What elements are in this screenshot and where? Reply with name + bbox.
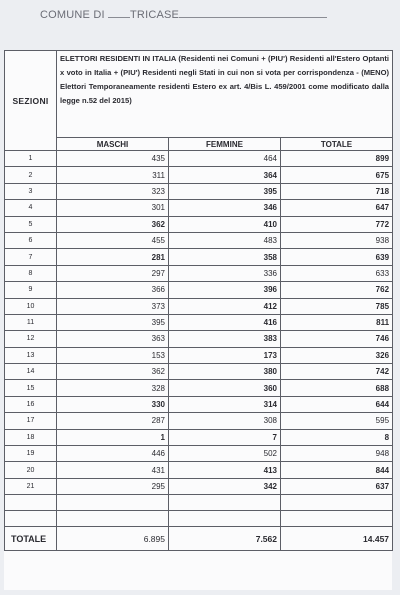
totale-value: 938 bbox=[281, 232, 393, 248]
femmine-value: 358 bbox=[169, 249, 281, 265]
femmine-value: 413 bbox=[169, 462, 281, 478]
totale-value: 639 bbox=[281, 249, 393, 265]
table-row bbox=[5, 265, 393, 281]
table-row bbox=[5, 462, 393, 478]
totale-value: 688 bbox=[281, 380, 393, 396]
totale-value: 647 bbox=[281, 200, 393, 216]
sezione-number: 11 bbox=[5, 314, 57, 330]
totals-label: TOTALE bbox=[5, 527, 57, 551]
table-row bbox=[5, 331, 393, 347]
sezione-number: 16 bbox=[5, 396, 57, 412]
femmine-value: 395 bbox=[169, 183, 281, 199]
maschi-value: 311 bbox=[57, 167, 169, 183]
maschi-value: 431 bbox=[57, 462, 169, 478]
maschi-value: 395 bbox=[57, 314, 169, 330]
sezione-number: 6 bbox=[5, 232, 57, 248]
sezione-number: 15 bbox=[5, 380, 57, 396]
table-row bbox=[5, 446, 393, 462]
table-row bbox=[5, 413, 393, 429]
totale-value: 742 bbox=[281, 364, 393, 380]
totals-totale: 14.457 bbox=[281, 527, 393, 551]
maschi-value: 295 bbox=[57, 478, 169, 494]
empty-row bbox=[5, 495, 393, 511]
totale-value: 899 bbox=[281, 151, 393, 167]
column-header-femmine: FEMMINE bbox=[169, 138, 281, 151]
sezione-number: 20 bbox=[5, 462, 57, 478]
maschi-value: 1 bbox=[57, 429, 169, 445]
maschi-value: 366 bbox=[57, 282, 169, 298]
totale-value: 326 bbox=[281, 347, 393, 363]
table-row bbox=[5, 380, 393, 396]
femmine-value: 483 bbox=[169, 232, 281, 248]
sezione-number: 7 bbox=[5, 249, 57, 265]
empty-cell bbox=[57, 511, 169, 527]
femmine-value: 173 bbox=[169, 347, 281, 363]
maschi-value: 323 bbox=[57, 183, 169, 199]
empty-cell bbox=[281, 511, 393, 527]
femmine-value: 7 bbox=[169, 429, 281, 445]
table-row bbox=[5, 200, 393, 216]
totale-value: 785 bbox=[281, 298, 393, 314]
sezione-number: 1 bbox=[5, 151, 57, 167]
maschi-value: 446 bbox=[57, 446, 169, 462]
empty-cell bbox=[5, 495, 57, 511]
femmine-value: 383 bbox=[169, 331, 281, 347]
maschi-value: 330 bbox=[57, 396, 169, 412]
totale-value: 844 bbox=[281, 462, 393, 478]
table-row bbox=[5, 396, 393, 412]
femmine-value: 346 bbox=[169, 200, 281, 216]
sezione-number: 2 bbox=[5, 167, 57, 183]
table-description: ELETTORI RESIDENTI IN ITALIA (Residenti nei Comuni + (PIU') Residenti all'Estero Optanti x voto in Italia + (PIU') Residenti negli Stati in cui non si vota per corrispondenza - (MENO) Elettori Temporaneamente residenti Estero ex art. 4/Bis L. 459/2001 come modificato dalla legge n.52 del 2015) bbox=[57, 51, 393, 138]
maschi-value: 297 bbox=[57, 265, 169, 281]
table-row bbox=[5, 478, 393, 494]
femmine-value: 416 bbox=[169, 314, 281, 330]
table-row bbox=[5, 183, 393, 199]
femmine-value: 464 bbox=[169, 151, 281, 167]
totals-row bbox=[5, 527, 393, 551]
table-row bbox=[5, 364, 393, 380]
table-row bbox=[5, 216, 393, 232]
totale-value: 637 bbox=[281, 478, 393, 494]
femmine-value: 360 bbox=[169, 380, 281, 396]
empty-cell bbox=[5, 511, 57, 527]
sezione-number: 17 bbox=[5, 413, 57, 429]
maschi-value: 373 bbox=[57, 298, 169, 314]
femmine-value: 364 bbox=[169, 167, 281, 183]
femmine-value: 396 bbox=[169, 282, 281, 298]
femmine-value: 412 bbox=[169, 298, 281, 314]
sezione-number: 14 bbox=[5, 364, 57, 380]
document-header bbox=[40, 8, 380, 24]
totale-value: 718 bbox=[281, 183, 393, 199]
sezione-number: 8 bbox=[5, 265, 57, 281]
table-row bbox=[5, 314, 393, 330]
table-row bbox=[5, 347, 393, 363]
totale-value: 746 bbox=[281, 331, 393, 347]
sezione-number: 5 bbox=[5, 216, 57, 232]
totale-value: 675 bbox=[281, 167, 393, 183]
maschi-value: 153 bbox=[57, 347, 169, 363]
maschi-value: 281 bbox=[57, 249, 169, 265]
maschi-value: 455 bbox=[57, 232, 169, 248]
blank-line bbox=[108, 8, 130, 18]
sezione-number: 4 bbox=[5, 200, 57, 216]
description-row bbox=[5, 51, 393, 138]
table-row bbox=[5, 232, 393, 248]
sezione-number: 13 bbox=[5, 347, 57, 363]
totals-femmine: 7.562 bbox=[169, 527, 281, 551]
empty-row bbox=[5, 511, 393, 527]
table-row bbox=[5, 429, 393, 445]
sezioni-header: SEZIONI bbox=[5, 51, 57, 151]
column-header-maschi: MASCHI bbox=[57, 138, 169, 151]
table-row bbox=[5, 282, 393, 298]
maschi-value: 301 bbox=[57, 200, 169, 216]
totals-maschi: 6.895 bbox=[57, 527, 169, 551]
totale-value: 772 bbox=[281, 216, 393, 232]
column-header-totale: TOTALE bbox=[281, 138, 393, 151]
totale-value: 811 bbox=[281, 314, 393, 330]
table-row bbox=[5, 249, 393, 265]
totale-value: 8 bbox=[281, 429, 393, 445]
sezione-number: 3 bbox=[5, 183, 57, 199]
maschi-value: 328 bbox=[57, 380, 169, 396]
table-row bbox=[5, 167, 393, 183]
comune-name: TRICASE bbox=[130, 9, 180, 21]
femmine-value: 308 bbox=[169, 413, 281, 429]
blank-line bbox=[179, 8, 327, 18]
sezione-number: 18 bbox=[5, 429, 57, 445]
empty-cell bbox=[281, 495, 393, 511]
electors-table bbox=[4, 50, 393, 551]
maschi-value: 435 bbox=[57, 151, 169, 167]
column-header-row bbox=[5, 138, 393, 151]
femmine-value: 342 bbox=[169, 478, 281, 494]
sezione-number: 19 bbox=[5, 446, 57, 462]
empty-cell bbox=[169, 511, 281, 527]
totale-value: 644 bbox=[281, 396, 393, 412]
table-row bbox=[5, 298, 393, 314]
table-row bbox=[5, 151, 393, 167]
sezione-number: 10 bbox=[5, 298, 57, 314]
maschi-value: 287 bbox=[57, 413, 169, 429]
sezione-number: 12 bbox=[5, 331, 57, 347]
totale-value: 948 bbox=[281, 446, 393, 462]
femmine-value: 380 bbox=[169, 364, 281, 380]
empty-cell bbox=[57, 495, 169, 511]
maschi-value: 363 bbox=[57, 331, 169, 347]
maschi-value: 362 bbox=[57, 364, 169, 380]
femmine-value: 502 bbox=[169, 446, 281, 462]
sezione-number: 21 bbox=[5, 478, 57, 494]
femmine-value: 314 bbox=[169, 396, 281, 412]
sezione-number: 9 bbox=[5, 282, 57, 298]
totale-value: 633 bbox=[281, 265, 393, 281]
totale-value: 762 bbox=[281, 282, 393, 298]
totale-value: 595 bbox=[281, 413, 393, 429]
maschi-value: 362 bbox=[57, 216, 169, 232]
comune-label: COMUNE DI bbox=[40, 9, 105, 21]
femmine-value: 410 bbox=[169, 216, 281, 232]
femmine-value: 336 bbox=[169, 265, 281, 281]
empty-cell bbox=[169, 495, 281, 511]
